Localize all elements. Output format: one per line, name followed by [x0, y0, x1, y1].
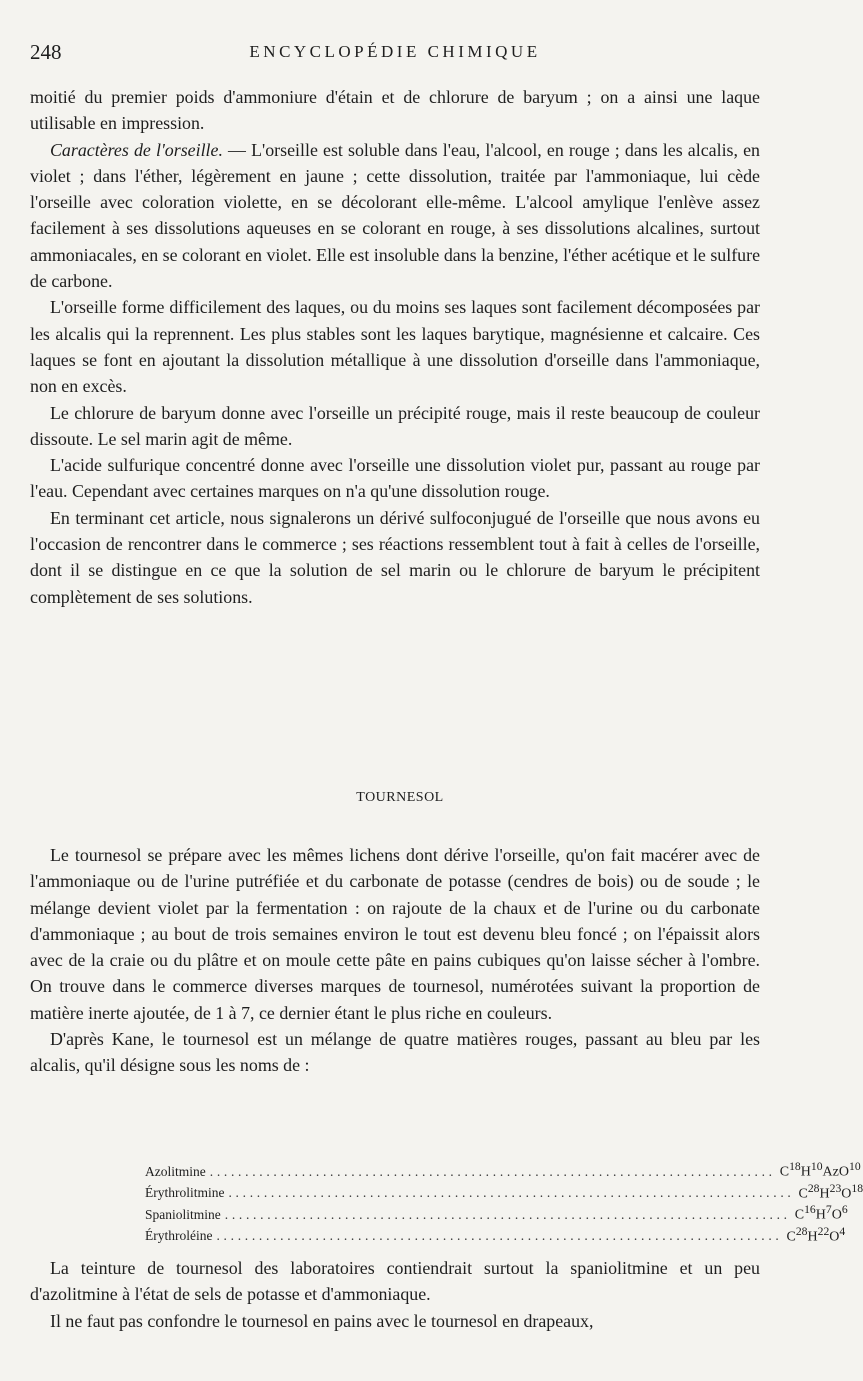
paragraph: moitié du premier poids d'ammoniure d'étain et de chlorure de baryum ; on a ainsi une laque utilisable en impression.: [30, 87, 760, 134]
dot-leader: ................................................................................: [228, 1185, 795, 1201]
dot-leader: ................................................................................: [209, 1163, 776, 1179]
orseille-text: [30, 84, 760, 610]
paragraph-heading: Caractères de l'orseille.: [50, 139, 223, 160]
compound-name: Spaniolitmine: [145, 1206, 221, 1222]
compound-formula: $C^{16}H^7O^6$: [794, 1203, 848, 1223]
page-header: [30, 40, 760, 68]
compound-formula: $C^{28}H^{23}O^{18}$: [798, 1181, 863, 1202]
compound-row: [145, 1203, 848, 1225]
compound-formula: $C^{18}H^{10}AzO^{10}$: [779, 1160, 861, 1180]
paragraph: La teinture de tournesol des laboratoires contiendrait surtout la spaniolitmine et un peu d'azolitmine à l'état de sels de potasse et d'ammoniaque.: [30, 1258, 760, 1305]
paragraph: Il ne faut pas confondre le tournesol en pains avec le tournesol en drapeaux,: [50, 1310, 594, 1331]
compound-table: [145, 1160, 863, 1246]
paragraph: L'acide sulfurique concentré donne avec l'orseille une dissolution violet pur, passant au rouge par l'eau. Cependant avec certaines marques on n'a qu'une dissolution rouge.: [30, 455, 760, 502]
paragraph: En terminant cet article, nous signalerons un dérivé sulfoconjugué de l'orseille que nous avons eu l'occasion de rencontrer dans le commerce ; ses réactions ressemblent tout à fait à celles de l'orseille, dont il se distingue en ce que la solution de sel marin ou le chlorure de baryum le précipitent complètement de ses solutions.: [30, 507, 760, 607]
paragraph-text: — L'orseille est soluble dans l'eau, l'alcool, en rouge ; dans les alcalis, en violet ; dans l'éther, légèrement en jaune ; cette dissolution, traitée par l'ammoniaque, lui cède l'orseille avec coloration violette, en se décolorant elle-même. L'alcool amylique l'enlève assez facilement à ses dissolutions aqueuses en se colorant en rouge, à ses dissolutions alcalines, surtout ammoniacales, en se colorant en violet. Elle est insoluble dans la benzine, l'éther acétique et le sulfure de carbone.: [30, 139, 761, 292]
paragraph-caracteres: [30, 137, 760, 295]
compound-row: [145, 1160, 861, 1182]
paragraph: Le chlorure de baryum donne avec l'orseille un précipité rouge, mais il reste beaucoup de couleur dissoute. Le sel marin agit de même.: [30, 402, 760, 449]
compound-name: Érythrolitmine: [145, 1185, 225, 1201]
tournesol-text-end: [30, 1255, 760, 1334]
tournesol-text: [30, 842, 760, 1079]
compound-row: [145, 1224, 846, 1247]
dot-leader: ................................................................................: [224, 1206, 791, 1222]
paragraph: L'orseille forme difficilement des laques, ou du moins ses laques sont facilement décomposées par les alcalis qui la reprennent. Les plus stables sont les laques barytique, magnésienne et calcaire. Ces laques se font en ajoutant la dissolution métallique à une dissolution d'orseille dans l'ammoniaque, non en excès.: [30, 297, 760, 397]
compound-name: Azolitmine: [145, 1163, 206, 1179]
compound-formula: $C^{28}H^{22}O^4$: [786, 1224, 846, 1245]
paragraph: D'après Kane, le tournesol est un mélange de quatre matières rouges, passant au bleu par les alcalis, qu'il désigne sous les noms de :: [30, 1029, 760, 1076]
section-title: TOURNESOL: [356, 790, 444, 805]
compound-name: Érythroléine: [145, 1228, 213, 1244]
dot-leader: ................................................................................: [216, 1228, 783, 1244]
running-title: ENCYCLOPÉDIE CHIMIQUE: [249, 42, 541, 61]
page-number: 248: [30, 40, 62, 64]
compound-row: [145, 1181, 863, 1204]
paragraph: Le tournesol se prépare avec les mêmes lichens dont dérive l'orseille, qu'on fait macérer avec de l'ammoniaque ou de l'urine putréfiée et du carbonate de potasse (cendres de bois) ou de soude ; le mélange devient violet par la fermentation : on rajoute de la chaux et de l'urine ou du carbonate d'ammoniaque ; au bout de trois semaines environ le tout est devenu bleu foncé ; on l'épaissit alors avec de la craie ou du plâtre et on moule cette pâte en pains cubiques qu'on laisse sécher à l'ombre. On trouve dans le commerce diverses marques de tournesol, numérotées suivant la proportion de matière inerte ajoutée, de 1 à 7, ce dernier étant le plus riche en couleurs.: [30, 845, 760, 1023]
